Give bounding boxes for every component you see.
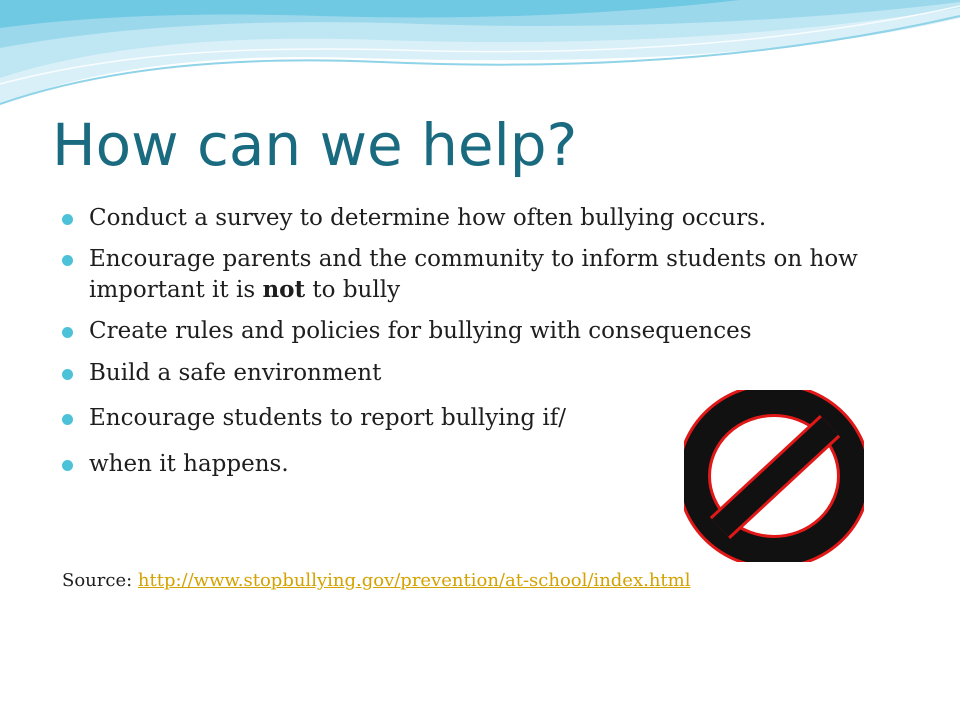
page-title: How can we help? [52, 111, 578, 179]
bullet-text: Conduct a survey to determine how often bullying occurs. [89, 205, 767, 231]
prohibition-sign-icon [684, 390, 864, 562]
bullet-icon [62, 460, 73, 471]
bullet-text-part: to bully [305, 276, 401, 303]
bullet-icon [62, 255, 73, 266]
bullet-icon [62, 369, 73, 380]
source-citation [62, 570, 690, 591]
list-item [62, 204, 902, 233]
bullet-icon [62, 414, 73, 425]
list-item [62, 359, 902, 388]
list-item [62, 317, 902, 346]
bullet-text: when it happens. [89, 450, 289, 477]
header-wave-decoration [0, 0, 960, 120]
list-item [62, 245, 902, 305]
bullet-text [89, 245, 889, 305]
bullet-icon [62, 327, 73, 338]
source-link[interactable]: http://www.stopbullying.gov/prevention/at-school/index.html [137, 570, 691, 591]
bullet-text: Build a safe environment [89, 359, 382, 386]
bullet-text: Encourage students to report bullying if/ [89, 405, 567, 432]
bullet-text: Create rules and policies for bullying with consequences [89, 318, 752, 345]
source-label: Source: [62, 570, 133, 591]
bullet-text-part: Encourage parents and the community to inform students on how important it is [89, 246, 858, 303]
bullet-icon [62, 214, 73, 225]
bullet-text-emphasis: not [262, 275, 306, 303]
